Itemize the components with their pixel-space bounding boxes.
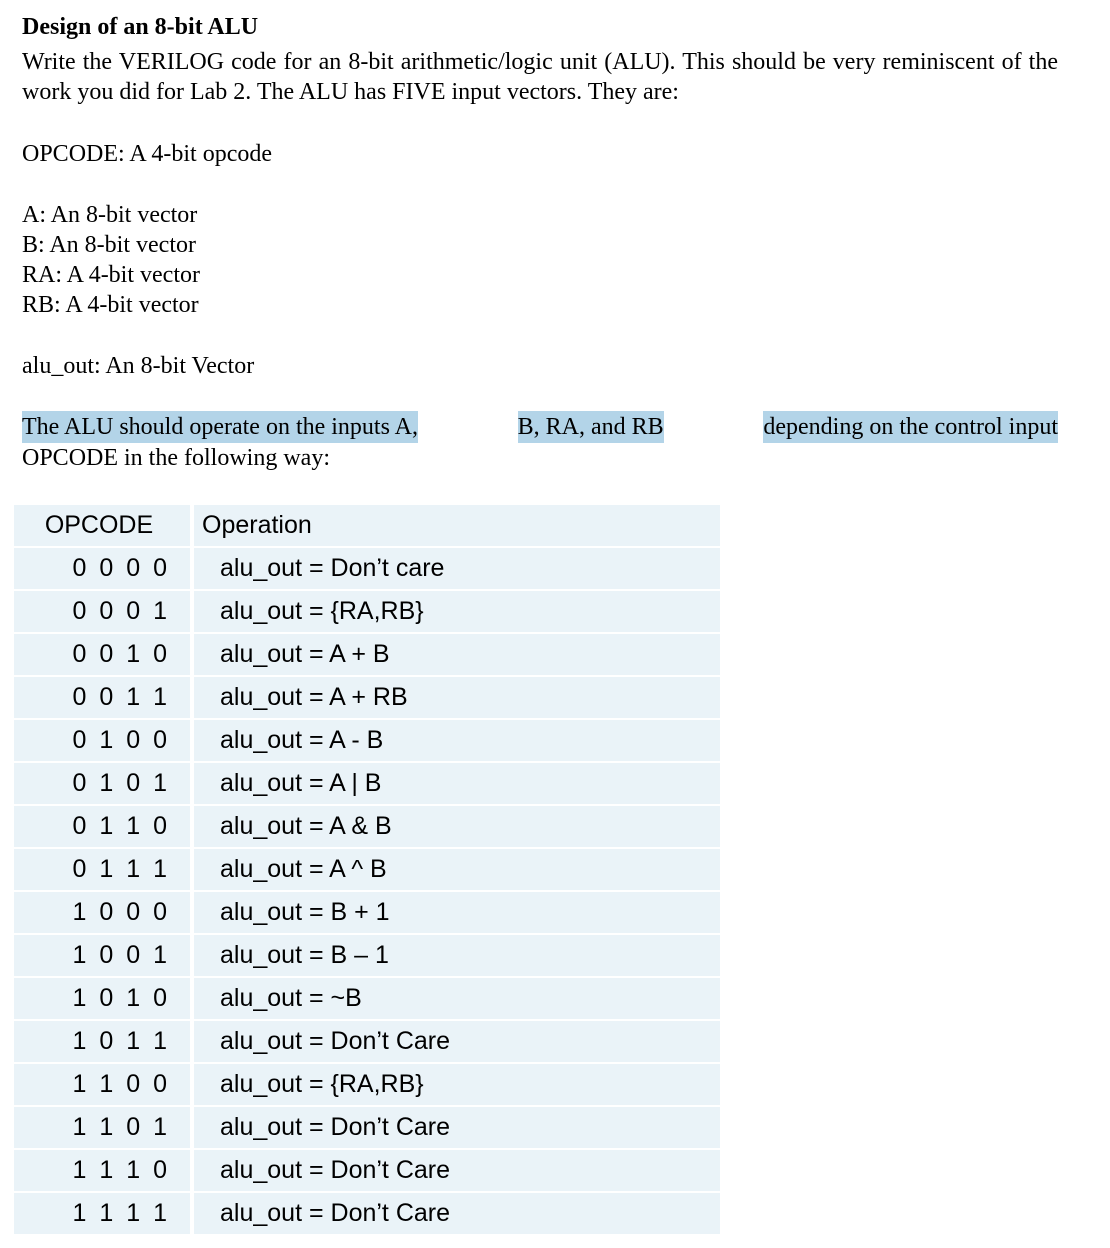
operation-cell: alu_out = A + B [194,634,720,675]
table-row [14,978,720,1019]
operation-cell: alu_out = Don’t Care [194,1150,720,1191]
input-ra-description: RA: A 4-bit vector [22,262,200,288]
table-row [14,591,720,632]
table-row [14,677,720,718]
highlight-segment-3: depending on the control input [763,411,1058,443]
operate-continuation: OPCODE in the following way: [22,445,330,471]
opcode-cell: 0 1 0 1 [14,763,190,804]
table-row [14,763,720,804]
opcode-cell: 0 1 0 0 [14,720,190,761]
table-row [14,849,720,890]
opcode-cell: 1 1 1 1 [14,1193,190,1234]
operation-cell: alu_out = A ^ B [194,849,720,890]
document-title: Design of an 8-bit ALU [22,14,259,40]
table-row [14,634,720,675]
header-operation: Operation [194,505,720,546]
opcode-table [14,505,720,1236]
operation-cell: alu_out = Don’t care [194,548,720,589]
opcode-cell: 1 1 1 0 [14,1150,190,1191]
opcode-cell: 0 1 1 0 [14,806,190,847]
table-row [14,1021,720,1062]
operation-cell: alu_out = B – 1 [194,935,720,976]
operation-cell: alu_out = {RA,RB} [194,1064,720,1105]
opcode-cell: 1 0 1 0 [14,978,190,1019]
opcode-cell: 1 1 0 0 [14,1064,190,1105]
operation-cell: alu_out = Don’t Care [194,1193,720,1234]
operation-cell: alu_out = ~B [194,978,720,1019]
opcode-cell: 1 0 1 1 [14,1021,190,1062]
opcode-cell: 1 0 0 0 [14,892,190,933]
input-b-description: B: An 8-bit vector [22,232,196,258]
input-rb-description: RB: A 4-bit vector [22,292,199,318]
operation-cell: alu_out = Don’t Care [194,1021,720,1062]
highlight-segment-2: B, RA, and RB [518,411,664,443]
operation-cell: alu_out = {RA,RB} [194,591,720,632]
table-row [14,720,720,761]
table-row [14,935,720,976]
table-row [14,806,720,847]
opcode-cell: 0 1 1 1 [14,849,190,890]
operation-cell: alu_out = A | B [194,763,720,804]
opcode-cell: 0 0 0 0 [14,548,190,589]
output-description: alu_out: An 8-bit Vector [22,353,255,379]
operation-cell: alu_out = Don’t Care [194,1107,720,1148]
header-opcode: OPCODE [14,505,190,546]
opcode-cell: 0 0 1 1 [14,677,190,718]
table-row [14,892,720,933]
opcode-cell: 0 0 1 0 [14,634,190,675]
operation-cell: alu_out = A & B [194,806,720,847]
highlighted-sentence [22,411,1058,443]
opcode-description: OPCODE: A 4-bit opcode [22,141,272,167]
operation-cell: alu_out = B + 1 [194,892,720,933]
operation-cell: alu_out = A + RB [194,677,720,718]
table-row [14,1193,720,1234]
table-row [14,1150,720,1191]
highlight-segment-1: The ALU should operate on the inputs A, [22,411,418,443]
opcode-cell: 1 0 0 1 [14,935,190,976]
intro-paragraph: Write the VERILOG code for an 8-bit arithmetic/logic unit (ALU). This should be very reminiscent of the work you did for Lab 2. The ALU has FIVE input vectors. They are: [22,49,1058,105]
opcode-cell: 0 0 0 1 [14,591,190,632]
opcode-cell: 1 1 0 1 [14,1107,190,1148]
table-header-row [14,505,720,546]
operation-cell: alu_out = A - B [194,720,720,761]
table-row [14,1064,720,1105]
table-row [14,548,720,589]
table-row [14,1107,720,1148]
input-a-description: A: An 8-bit vector [22,202,198,228]
